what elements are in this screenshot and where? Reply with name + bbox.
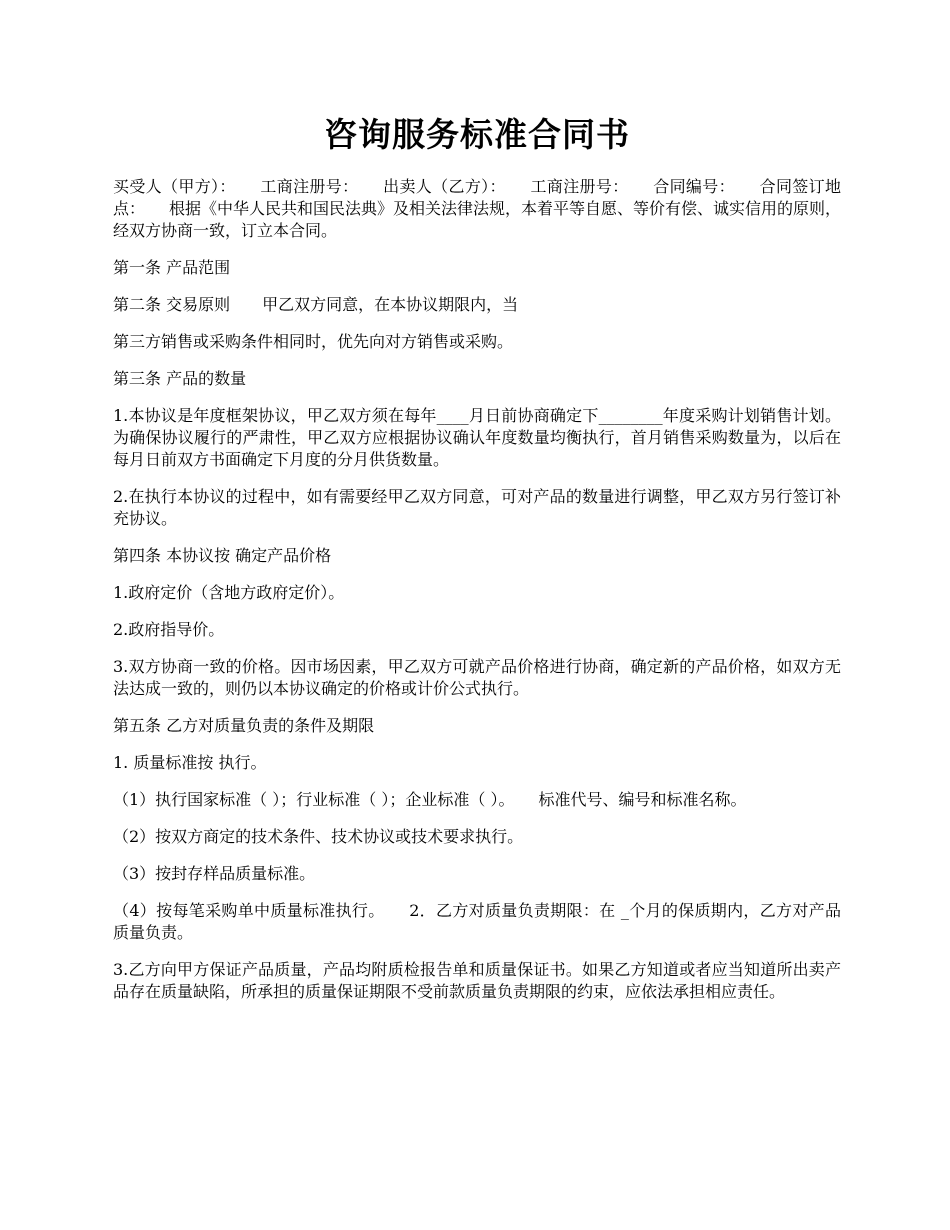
article-3-heading: 第三条 产品的数量 <box>113 369 247 388</box>
article-1-heading: 第一条 产品范围 <box>113 258 231 277</box>
article-4-clause-3: 3.双方协商一致的价格。因市场因素，甲乙双方可就产品价格进行协商，确定新的产品价格，如双方无法达成一致的，则仍以本协议确定的价格或计价公式执行。 <box>113 657 841 698</box>
article-2-heading: 第二条 交易原则 甲乙双方同意，在本协议期限内，当 <box>113 295 519 314</box>
article-5-heading: 第五条 乙方对质量负责的条件及期限 <box>113 716 375 735</box>
article-4-clause-1: 1.政府定价（含地方政府定价）。 <box>113 583 345 602</box>
article-3-clause-1: 1.本协议是年度框架协议，甲乙双方须在每年____月日前协商确定下________年度采购计划销售计划。为确保协议履行的严肃性，甲乙双方应根据协议确认年度数量均衡执行，首月销售采购数量为，以后在每月日前双方书面确定下月度的分月供货数量。 <box>113 406 841 469</box>
article-5-clause-1: 1. 质量标准按 执行。 <box>113 753 267 772</box>
article-4-heading: 第四条 本协议按 确定产品价格 <box>113 546 332 565</box>
article-5-item-2: （2）按双方商定的技术条件、技术协议或技术要求执行。 <box>113 827 524 846</box>
article-3-clause-2: 2.在执行本协议的过程中，如有需要经甲乙双方同意，可对产品的数量进行调整，甲乙双方另行签订补充协议。 <box>113 487 841 528</box>
article-5-item-1: （1）执行国家标准（ ）；行业标准（ ）；企业标准（ ）。 标准代号、编号和标准名称。 <box>113 790 747 809</box>
article-5-item-4: （4）按每笔采购单中质量标准执行。 2．乙方对质量负责期限：在 _个月的保质期内，乙方对产品质量负责。 <box>113 901 841 942</box>
article-4-clause-2: 2.政府指导价。 <box>113 620 225 639</box>
preamble-paragraph: 买受人（甲方）： 工商注册号： 出卖人（乙方）： 工商注册号： 合同编号： 合同签订地点： 根据《中华人民共和国民法典》及相关法律法规，本着平等自愿、等价有偿、诚实信用的原则，经双方协商一致，订立本合同。 <box>113 177 842 240</box>
article-5-item-3: （3）按封存样品质量标准。 <box>113 864 316 883</box>
contract-page <box>113 110 841 1018</box>
article-5-clause-3: 3.乙方向甲方保证产品质量，产品均附质检报告单和质量保证书。如果乙方知道或者应当知道所出卖产品存在质量缺陷，所承担的质量保证期限不受前款质量负责期限的约束，应依法承担相应责任。 <box>113 960 841 1001</box>
document-title: 咨询服务标准合同书 <box>324 115 630 154</box>
article-2-continuation: 第三方销售或采购条件相同时，优先向对方销售或采购。 <box>113 332 514 351</box>
